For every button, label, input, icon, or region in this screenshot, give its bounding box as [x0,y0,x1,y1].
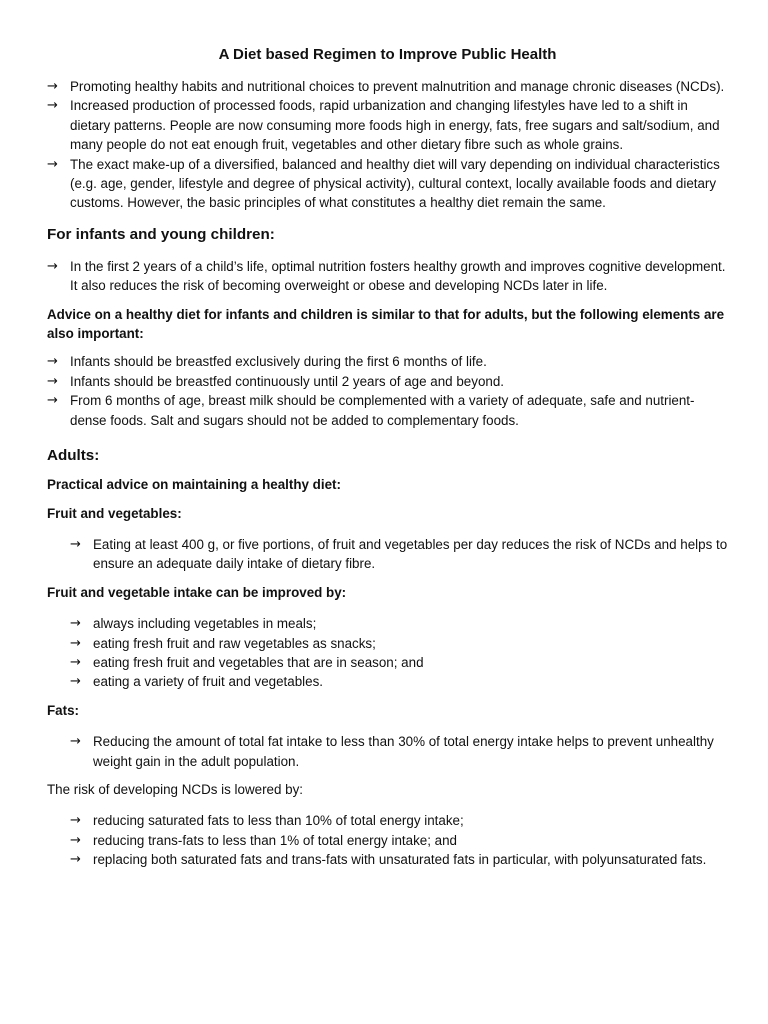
list-item-text: From 6 months of age, breast milk should be complemented with a variety of adequate, safe and nutrient-dense foods. Salt and sugars should not be added to complementary foods. [70,393,695,428]
adults-heading: Adults: [47,447,100,465]
list-item-text: replacing both saturated fats and trans-fats with unsaturated fats in particular, with polyunsaturated fats. [93,852,707,868]
infants-list [47,257,728,296]
list-item [47,257,728,296]
list-item [47,372,728,391]
list-item-text: Eating at least 400 g, or five portions, of fruit and vegetables per day reduces the risk of NCDs and helps to ensure an adequate daily intake of dietary fibre. [93,536,728,572]
ncd-risk-text: The risk of developing NCDs is lowered by: [47,781,304,797]
list-item-text: Promoting healthy habits and nutritional choices to prevent malnutrition and manage chronic diseases (NCDs). [70,79,725,94]
arrow-icon: → [47,258,58,274]
arrow-icon: → [47,98,58,114]
arrow-icon: → [70,635,81,651]
arrow-icon: → [47,79,58,94]
fv-improve-heading: Fruit and vegetable intake can be improved by: [47,584,347,600]
arrow-icon: → [47,373,58,389]
arrow-icon: → [70,813,81,829]
list-item-text: Reducing the amount of total fat intake to less than 30% of total energy intake helps to prevent unhealthy weight gain in the adult population. [93,734,714,769]
fruit-vegetables-heading: Fruit and vegetables: [47,505,182,521]
list-item [47,155,728,213]
list-item-text: Increased production of processed foods, rapid urbanization and changing lifestyles have led to a shift in dietary patterns. People are now consuming more foods high in energy, fats, free sugars and salt/sodium, and many people do not eat enough fruit, vegetables and other dietary fibre such as whole grains. [70,98,720,153]
arrow-icon: → [70,832,81,848]
arrow-icon: → [70,852,81,868]
fv-improve-list [47,614,728,692]
list-item-text: reducing saturated fats to less than 10% of total energy intake; [93,813,464,829]
arrow-icon: → [70,734,81,750]
list-item [47,831,728,850]
list-item-text: reducing trans-fats to less than 1% of total energy intake; and [93,832,457,848]
arrow-icon: → [70,654,81,670]
list-item [47,850,728,869]
list-item-text: eating fresh fruit and raw vegetables as snacks; [93,635,376,651]
infants-advice-list [47,352,728,430]
list-item [47,614,728,633]
list-item [47,352,728,371]
list-item [47,96,728,154]
fruit-vegetables-list [47,535,728,574]
practical-advice-heading: Practical advice on maintaining a healthy diet: [47,477,341,493]
list-item-text: always including vegetables in meals; [93,616,317,632]
intro-list [47,77,728,213]
list-item-text: eating fresh fruit and vegetables that are in season; and [93,654,424,670]
list-item-text: Infants should be breastfed exclusively during the first 6 months of life. [70,354,487,370]
list-item [47,391,728,430]
list-item-text: The exact make-up of a diversified, balanced and healthy diet will vary depending on individual characteristics (e.g. age, gender, lifestyle and degree of physical activity), cultural context, locally available foods and dietary customs. However, the basic principles of what constitutes a healthy diet remain the same. [70,156,720,211]
ncd-risk-list [47,811,728,869]
list-item-text: Infants should be breastfed continuously until 2 years of age and beyond. [70,373,505,389]
fats-heading: Fats: [47,702,79,718]
page-title: A Diet based Regimen to Improve Public Health [218,46,557,63]
list-item-text: In the first 2 years of a child’s life, optimal nutrition fosters healthy growth and improves cognitive development. It also reduces the risk of becoming overweight or obese and developing NCDs later in life. [70,258,726,294]
list-item [47,672,728,691]
list-item [47,535,728,574]
arrow-icon: → [47,393,58,409]
arrow-icon: → [47,156,58,172]
fats-list [47,732,728,771]
list-item [47,77,728,96]
infants-advice-heading: Advice on a healthy diet for infants and children is similar to that for adults, but the following elements are also important: [47,306,725,342]
list-item [47,732,728,771]
list-item [47,634,728,653]
list-item [47,653,728,672]
arrow-icon: → [70,674,81,690]
arrow-icon: → [47,354,58,370]
arrow-icon: → [70,536,81,552]
list-item-text: eating a variety of fruit and vegetables. [93,674,324,690]
list-item [47,811,728,830]
arrow-icon: → [70,616,81,632]
infants-heading: For infants and young children: [47,225,275,243]
